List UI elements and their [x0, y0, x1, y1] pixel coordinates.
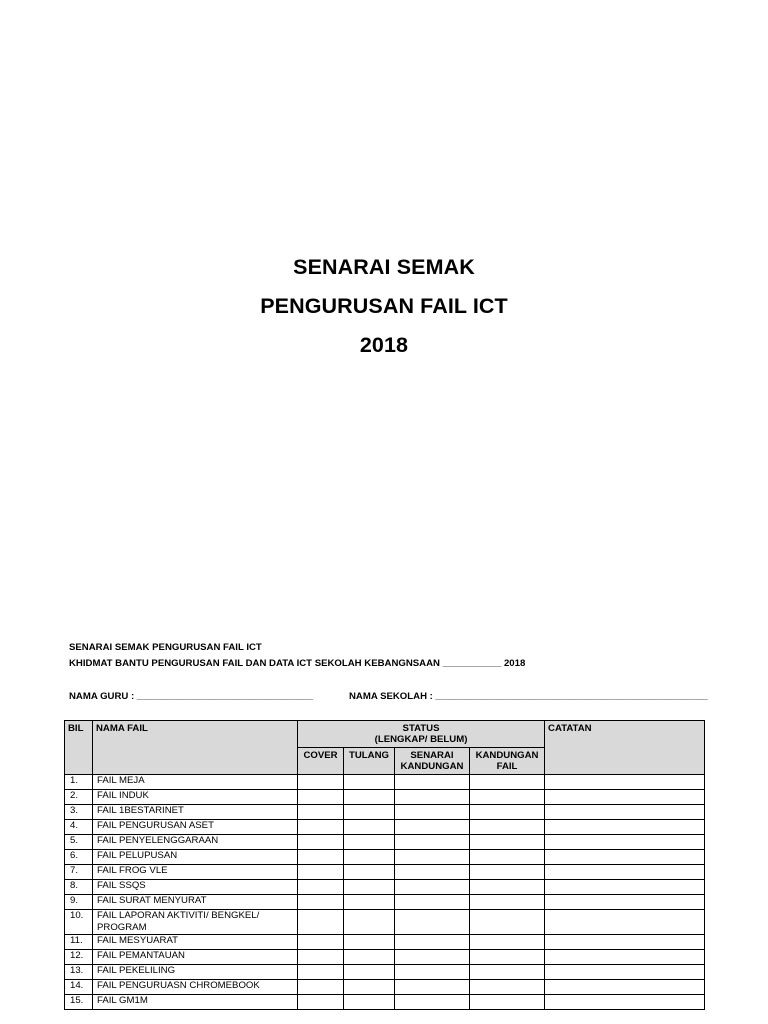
row-kandungan-cell[interactable] [470, 935, 545, 950]
row-kandungan-cell[interactable] [470, 910, 545, 935]
nama-sekolah-field: NAMA SEKOLAH : ___________________________________________________ [349, 691, 708, 702]
row-senarai-cell[interactable] [395, 790, 470, 805]
row-nama-fail: FAIL PEMANTAUAN [93, 950, 298, 965]
header-kandungan-fail [470, 748, 545, 775]
row-senarai-cell[interactable] [395, 820, 470, 835]
header-status-label: STATUS [402, 723, 440, 734]
row-kandungan-cell[interactable] [470, 775, 545, 790]
row-cover-cell[interactable] [298, 880, 344, 895]
row-tulang-cell[interactable] [344, 950, 395, 965]
table-row [65, 880, 705, 895]
row-catatan-cell[interactable] [545, 805, 705, 820]
title-line-2: PENGURUSAN FAIL ICT [260, 294, 508, 318]
row-bil: 14. [65, 980, 93, 995]
row-tulang-cell[interactable] [344, 880, 395, 895]
table-row [65, 965, 705, 980]
row-catatan-cell[interactable] [545, 865, 705, 880]
form-subheading: KHIDMAT BANTU PENGURUSAN FAIL DAN DATA ICT SEKOLAH KEBANGNSAAN ___________ 2018 [69, 658, 526, 669]
row-bil: 6. [65, 850, 93, 865]
row-bil: 11. [65, 935, 93, 950]
header-senarai-kandungan [395, 748, 470, 775]
row-cover-cell[interactable] [298, 775, 344, 790]
row-catatan-cell[interactable] [545, 880, 705, 895]
row-nama-fail: FAIL MEJA [93, 775, 298, 790]
row-catatan-cell[interactable] [545, 850, 705, 865]
row-nama-fail: FAIL FROG VLE [93, 865, 298, 880]
row-catatan-cell[interactable] [545, 910, 705, 935]
row-kandungan-cell[interactable] [470, 820, 545, 835]
row-kandungan-cell[interactable] [470, 950, 545, 965]
header-cover: COVER [298, 748, 344, 775]
row-nama-fail: FAIL MESYUARAT [93, 935, 298, 950]
row-kandungan-cell[interactable] [470, 895, 545, 910]
row-senarai-cell[interactable] [395, 835, 470, 850]
row-tulang-cell[interactable] [344, 850, 395, 865]
row-nama-fail: FAIL PENGURUASN CHROMEBOOK [93, 980, 298, 995]
row-tulang-cell[interactable] [344, 820, 395, 835]
row-bil: 9. [65, 895, 93, 910]
row-kandungan-cell[interactable] [470, 965, 545, 980]
table-row [65, 950, 705, 965]
row-senarai-cell[interactable] [395, 865, 470, 880]
table-row [65, 820, 705, 835]
row-catatan-cell[interactable] [545, 950, 705, 965]
row-nama-fail: FAIL INDUK [93, 790, 298, 805]
row-cover-cell[interactable] [298, 995, 344, 1010]
row-kandungan-cell[interactable] [470, 880, 545, 895]
row-bil: 12. [65, 950, 93, 965]
table-row [65, 790, 705, 805]
row-bil: 8. [65, 880, 93, 895]
title-line-3: 2018 [359, 333, 409, 357]
row-bil: 15. [65, 995, 93, 1010]
table-row [65, 935, 705, 950]
row-nama-fail: FAIL PENGURUSAN ASET [93, 820, 298, 835]
table-row [65, 895, 705, 910]
row-catatan-cell[interactable] [545, 775, 705, 790]
row-catatan-cell[interactable] [545, 820, 705, 835]
row-tulang-cell[interactable] [344, 910, 395, 935]
row-cover-cell[interactable] [298, 790, 344, 805]
row-senarai-cell[interactable] [395, 775, 470, 790]
row-tulang-cell[interactable] [344, 790, 395, 805]
cover-title [0, 248, 768, 365]
checklist-rows [65, 775, 705, 1010]
header-catatan: CATATAN [545, 721, 705, 775]
table-row [65, 835, 705, 850]
row-bil: 3. [65, 805, 93, 820]
row-senarai-cell[interactable] [395, 880, 470, 895]
row-senarai-cell[interactable] [395, 950, 470, 965]
row-bil: 5. [65, 835, 93, 850]
row-tulang-cell[interactable] [344, 980, 395, 995]
row-nama-fail: FAIL SURAT MENYURAT [93, 895, 298, 910]
row-kandungan-cell[interactable] [470, 805, 545, 820]
row-senarai-cell[interactable] [395, 895, 470, 910]
row-cover-cell[interactable] [298, 820, 344, 835]
table-row [65, 865, 705, 880]
row-cover-cell[interactable] [298, 865, 344, 880]
row-nama-fail: FAIL PELUPUSAN [93, 850, 298, 865]
row-kandungan-cell[interactable] [470, 980, 545, 995]
row-bil: 4. [65, 820, 93, 835]
header-status [298, 721, 545, 748]
row-catatan-cell[interactable] [545, 935, 705, 950]
row-tulang-cell[interactable] [344, 805, 395, 820]
row-nama-fail: FAIL SSQS [93, 880, 298, 895]
header-senarai-label: SENARAI [410, 750, 454, 761]
row-cover-cell[interactable] [298, 835, 344, 850]
row-cover-cell[interactable] [298, 950, 344, 965]
row-bil: 10. [65, 910, 93, 935]
header-nama-fail: NAMA FAIL [93, 721, 298, 775]
row-cover-cell[interactable] [298, 910, 344, 935]
row-kandungan-cell[interactable] [470, 995, 545, 1010]
row-bil: 13. [65, 965, 93, 980]
row-cover-cell[interactable] [298, 965, 344, 980]
row-tulang-cell[interactable] [344, 835, 395, 850]
row-cover-cell[interactable] [298, 895, 344, 910]
header-kandungan-label: KANDUNGAN [475, 750, 539, 761]
table-row [65, 910, 705, 935]
row-catatan-cell[interactable] [545, 965, 705, 980]
row-tulang-cell[interactable] [344, 865, 395, 880]
row-kandungan-cell[interactable] [470, 790, 545, 805]
row-catatan-cell[interactable] [545, 790, 705, 805]
form-heading: SENARAI SEMAK PENGURUSAN FAIL ICT [69, 642, 262, 653]
row-nama-fail: FAIL 1BESTARINET [93, 805, 298, 820]
header-bil: BIL [65, 721, 93, 775]
row-nama-fail: FAIL PENYELENGGARAAN [93, 835, 298, 850]
row-nama-fail: FAIL PEKELILING [93, 965, 298, 980]
row-tulang-cell[interactable] [344, 935, 395, 950]
row-cover-cell[interactable] [298, 980, 344, 995]
row-nama-fail: FAIL LAPORAN AKTIVITI/ BENGKEL/ PROGRAM [93, 910, 298, 935]
row-kandungan-cell[interactable] [470, 850, 545, 865]
row-senarai-cell[interactable] [395, 965, 470, 980]
row-tulang-cell[interactable] [344, 995, 395, 1010]
row-tulang-cell[interactable] [344, 965, 395, 980]
row-bil: 1. [65, 775, 93, 790]
row-kandungan-cell[interactable] [470, 865, 545, 880]
title-line-1: SENARAI SEMAK [293, 255, 475, 279]
row-bil: 2. [65, 790, 93, 805]
header-tulang: TULANG [344, 748, 395, 775]
row-catatan-cell[interactable] [545, 835, 705, 850]
table-row [65, 850, 705, 865]
nama-guru-field: NAMA GURU : _________________________________ [69, 691, 313, 702]
table-row [65, 775, 705, 790]
row-bil: 7. [65, 865, 93, 880]
header-senarai-sub: KANDUNGAN [400, 761, 464, 772]
row-senarai-cell[interactable] [395, 850, 470, 865]
row-cover-cell[interactable] [298, 850, 344, 865]
row-cover-cell[interactable] [298, 935, 344, 950]
row-senarai-cell[interactable] [395, 805, 470, 820]
checklist-table [64, 720, 705, 1010]
header-kandungan-sub: FAIL [496, 761, 518, 772]
table-row [65, 980, 705, 995]
row-tulang-cell[interactable] [344, 895, 395, 910]
row-catatan-cell[interactable] [545, 895, 705, 910]
row-senarai-cell[interactable] [395, 995, 470, 1010]
row-nama-fail: FAIL GM1M [93, 995, 298, 1010]
row-cover-cell[interactable] [298, 805, 344, 820]
row-senarai-cell[interactable] [395, 910, 470, 935]
table-row [65, 805, 705, 820]
row-senarai-cell[interactable] [395, 935, 470, 950]
table-row [65, 995, 705, 1010]
row-tulang-cell[interactable] [344, 775, 395, 790]
header-status-sub: (LENGKAP/ BELUM) [374, 734, 468, 745]
row-kandungan-cell[interactable] [470, 835, 545, 850]
row-senarai-cell[interactable] [395, 980, 470, 995]
row-catatan-cell[interactable] [545, 980, 705, 995]
row-catatan-cell[interactable] [545, 995, 705, 1010]
